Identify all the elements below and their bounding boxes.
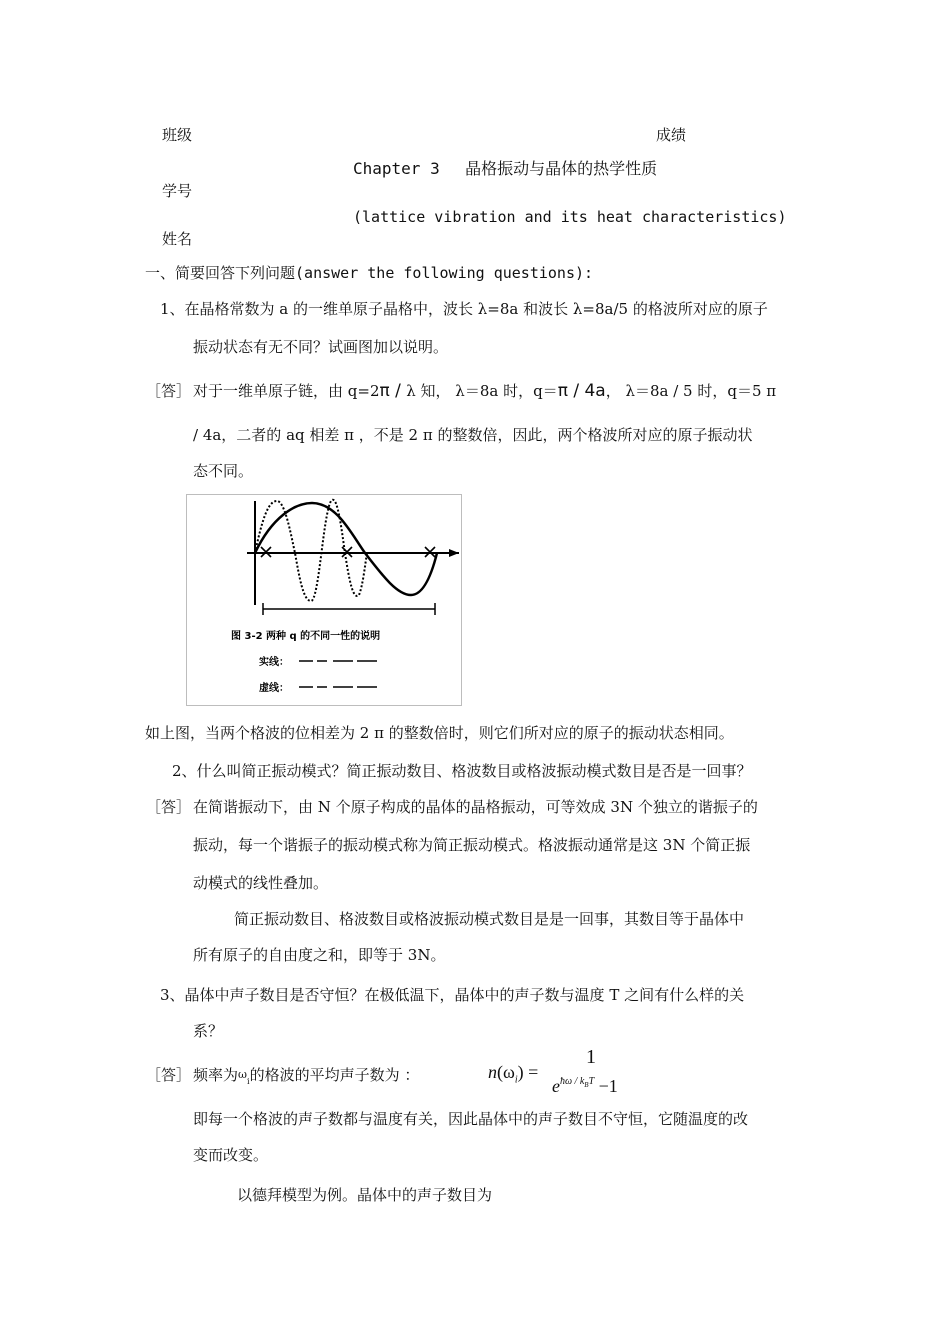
q1-answer-pi1: π /: [379, 381, 407, 401]
q3-sub-i: i: [247, 1077, 250, 1086]
formula-paren: (ω: [497, 1062, 515, 1082]
q1-answer-line3: 态不同。: [193, 462, 254, 480]
chapter-number: Chapter 3: [353, 159, 440, 178]
q3-omega: ω: [238, 1068, 247, 1081]
formula-n: n: [488, 1062, 497, 1082]
q2-answer-line3: 动模式的线性叠加。: [193, 874, 329, 892]
formula-close: ) =: [517, 1062, 539, 1082]
formula-denominator: [552, 1076, 618, 1097]
wave-figure-svg: [187, 495, 461, 705]
formula-exp: ħω / k: [560, 1076, 585, 1087]
q1-answer-line1-c: ， λ＝8a / 5 时，q＝5 π: [605, 382, 777, 400]
figure-legend-dotted: 虚线：: [259, 683, 289, 694]
q1-answer-pi2: π / 4a: [557, 381, 606, 401]
formula-numerator: 1: [586, 1046, 596, 1068]
formula-sub-i: i: [514, 1074, 518, 1086]
chapter-title-cn: 晶格振动与晶体的热学性质: [465, 159, 658, 178]
figure-short-wave: [255, 500, 367, 601]
student-id-label: 学号: [162, 182, 193, 200]
q1-answer-tag: ［答］: [146, 382, 192, 400]
q3-answer-a: 频率为: [193, 1066, 239, 1084]
section-heading-en: (answer the following questions):: [295, 264, 594, 282]
formula-lhs: [488, 1062, 538, 1086]
wave-figure: [186, 494, 462, 706]
chapter-title: [353, 156, 657, 179]
q3-answer-tag: ［答］: [146, 1066, 192, 1084]
q1-answer-line1-b: λ 知， λ＝8a 时，q＝: [406, 382, 558, 400]
q2-answer-line5: 所有原子的自由度之和，即等于 3N。: [193, 946, 446, 964]
q2-answer-line1: 在简谐振动下，由 N 个原子构成的晶体的晶格振动，可等效成 3N 个独立的谐振子的: [193, 798, 758, 816]
q1-question-line2: 振动状态有无不同？试画图加以说明。: [193, 338, 449, 356]
q1-conclusion: 如上图，当两个格波的位相差为 2 π 的整数倍时，则它们所对应的原子的振动状态相同。: [145, 724, 734, 742]
q1-question-line1: 1、在晶格常数为 a 的一维单原子晶格中，波长 λ=8a 和波长 λ=8a/5 的格波所对应的原子: [160, 300, 768, 318]
q3-answer-line1: [193, 1064, 419, 1086]
q2-answer-line4: 简正振动数目、格波数目或格波振动模式数目是是一回事，其数目等于晶体中: [234, 910, 745, 928]
figure-caption: 图 3-2 两种 q 的不同一性的说明: [231, 631, 381, 642]
q1-answer-line1-a: 对于一维单原子链，由 q=2: [193, 382, 380, 400]
q1-answer-line1: [193, 380, 776, 401]
q2-answer-tag: ［答］: [146, 798, 192, 816]
q3-answer-line2: 即每一个格波的声子数都与温度有关，因此晶体中的声子数目不守恒，它随温度的改: [193, 1110, 749, 1128]
q2-answer-line2: 振动，每一个谐振子的振动模式称为简正振动模式。格波振动通常是这 3N 个简正振: [193, 836, 751, 854]
q3-answer-b: 的格波的平均声子数为 ：: [249, 1066, 420, 1084]
q3-question-line1: 3、晶体中声子数目是否守恒？在极低温下，晶体中的声子数与温度 T 之间有什么样的关: [160, 986, 745, 1004]
section-heading-cn: 一、简要回答下列问题: [145, 264, 296, 282]
name-label: 姓名: [162, 230, 193, 248]
figure-legend-solid: 实线：: [259, 657, 289, 668]
q3-answer-line4: 以德拜模型为例。晶体中的声子数目为: [237, 1186, 493, 1204]
q3-answer-line3: 变而改变。: [193, 1146, 269, 1164]
formula-e: e: [552, 1076, 560, 1096]
figure-long-wave: [255, 503, 437, 595]
score-label: 成绩: [656, 126, 687, 144]
q2-question: 2、什么叫简正振动模式？简正振动数目、格波数目或格波振动模式数目是否是一回事？: [172, 762, 752, 780]
q1-answer-line2: / 4a，二者的 aq 相差 π ，不是 2 π 的整数倍，因此，两个格波所对应的原子振动状: [193, 426, 753, 444]
class-label: 班级: [162, 126, 193, 144]
formula-exp-T: T: [588, 1076, 595, 1087]
formula-minus-one: −1: [598, 1076, 618, 1096]
section-heading: [145, 262, 593, 283]
chapter-title-en: (lattice vibration and its heat characteristics): [353, 208, 787, 226]
q3-question-line2: 系？: [193, 1022, 224, 1040]
figure-arrow-icon: [449, 549, 459, 557]
formula-exp-sub: B: [584, 1081, 589, 1089]
